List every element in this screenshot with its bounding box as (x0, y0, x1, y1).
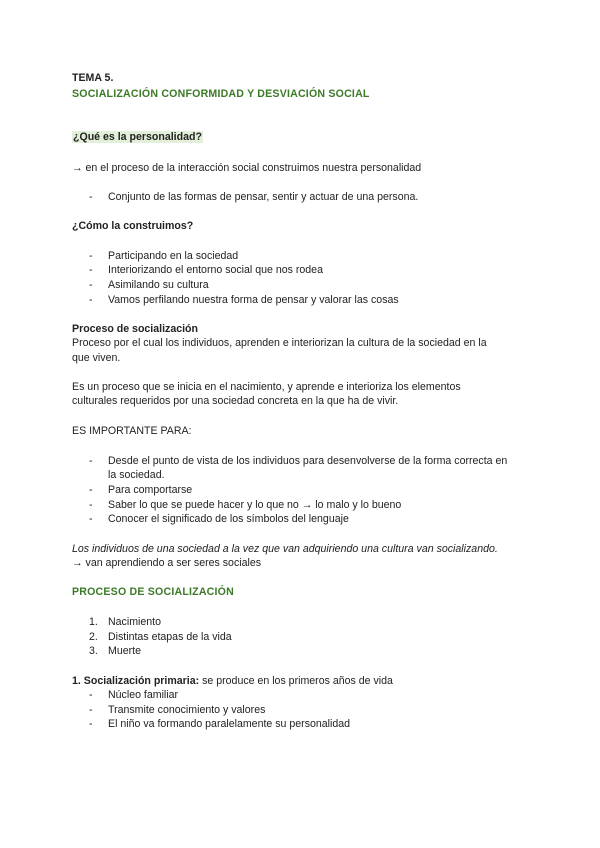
page-title: SOCIALIZACIÓN CONFORMIDAD Y DESVIACIÓN SOCIAL (72, 88, 370, 100)
numbered-item: Nacimiento (108, 616, 161, 628)
list-item: El niño va formando paralelamente su personalidad (108, 718, 351, 730)
process-heading: Proceso de socialización (72, 323, 198, 335)
list-item: Transmite conocimiento y valores (108, 704, 266, 716)
paragraph-line: que viven. (72, 352, 121, 364)
tema-label: TEMA 5. (72, 72, 114, 84)
primary-label: 1. Socialización primaria: (72, 675, 200, 687)
arrow-line: → van aprendiendo a ser seres sociales (72, 557, 262, 569)
dash-bullet: - (89, 455, 93, 467)
dash-bullet: - (89, 513, 93, 525)
italic-statement: Los individuos de una sociedad a la vez que van adquiriendo una cultura van socializando. (72, 543, 498, 555)
list-item: Participando en la sociedad (108, 250, 239, 262)
numbered-item: Distintas etapas de la vida (108, 631, 232, 643)
dash-bullet: - (89, 191, 93, 203)
list-item: Asimilando su cultura (108, 279, 209, 291)
dash-bullet: - (89, 689, 93, 701)
list-number: 2. (89, 631, 98, 643)
numbered-item: Muerte (108, 645, 141, 657)
list-number: 1. (89, 616, 98, 628)
dash-bullet: - (89, 484, 93, 496)
paragraph-line: Es un proceso que se inicia en el nacimiento, y aprende e interioriza los elementos (72, 381, 461, 393)
list-item: Desde el punto de vista de los individuos para desenvolverse de la forma correcta en (108, 455, 508, 467)
primary-description: se produce en los primeros años de vida (199, 675, 393, 687)
dash-bullet: - (89, 279, 93, 291)
list-item: Para comportarse (108, 484, 193, 496)
definition-item: Conjunto de las formas de pensar, sentir y actuar de una persona. (108, 191, 419, 203)
paragraph-line: Proceso por el cual los individuos, aprenden e interiorizan la cultura de la sociedad en la (72, 337, 487, 349)
dash-bullet: - (89, 704, 93, 716)
list-item: Vamos perfilando nuestra forma de pensar y valorar las cosas (108, 294, 399, 306)
dash-bullet: - (89, 499, 93, 511)
list-item: Interiorizando el entorno social que nos rodea (108, 264, 323, 276)
section-heading: PROCESO DE SOCIALIZACIÓN (72, 586, 234, 598)
arrow-line: → en el proceso de la interacción social construimos nuestra personalidad (72, 162, 422, 174)
dash-bullet: - (89, 250, 93, 262)
dash-bullet: - (89, 718, 93, 730)
question-how: ¿Cómo la construimos? (72, 220, 194, 232)
question-personality (72, 130, 203, 144)
important-label: ES IMPORTANTE PARA: (72, 425, 192, 437)
list-item-continued: la sociedad. (108, 469, 165, 481)
list-item: Núcleo familiar (108, 689, 179, 701)
highlighted-question: ¿Qué es la personalidad? (73, 131, 202, 143)
list-number: 3. (89, 645, 98, 657)
dash-bullet: - (89, 264, 93, 276)
list-item: Saber lo que se puede hacer y lo que no → lo malo y lo bueno (108, 499, 402, 511)
list-item: Conocer el significado de los símbolos del lenguaje (108, 513, 349, 525)
primary-socialization-line (72, 674, 393, 688)
paragraph-line: culturales requeridos por una sociedad concreta en la que ha de vivir. (72, 395, 399, 407)
dash-bullet: - (89, 294, 93, 306)
